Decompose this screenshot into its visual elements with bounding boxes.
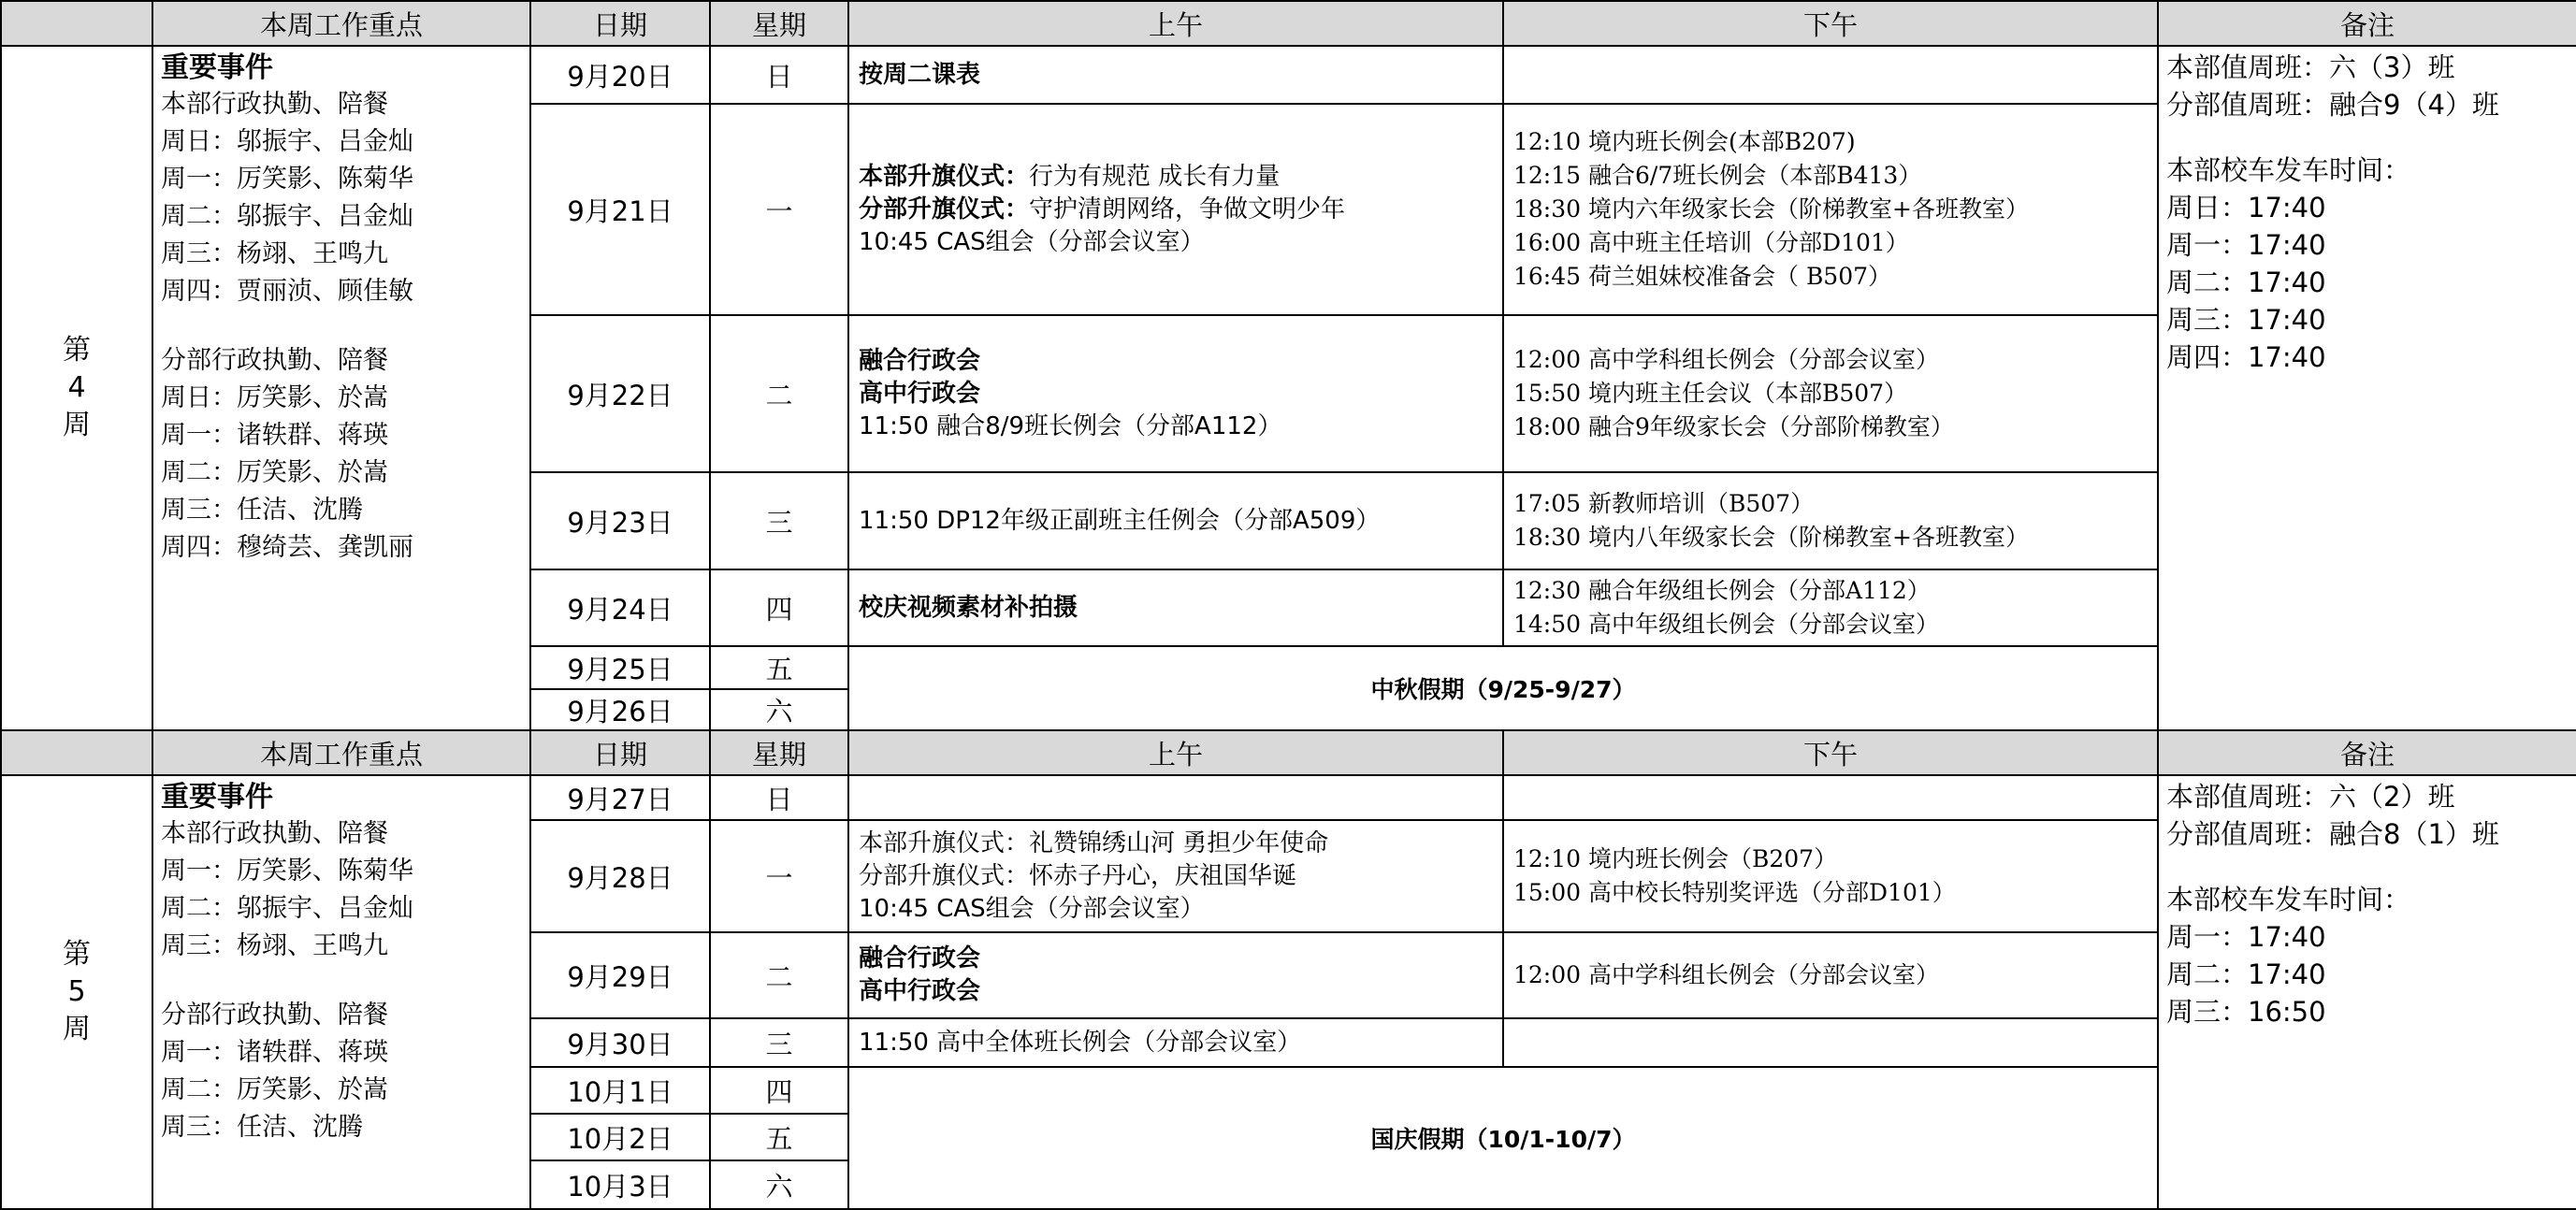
focus-line: 周日：邬振宇、吕金灿 — [161, 127, 413, 156]
holiday-cell: 国庆假期（10/1-10/7） — [848, 1067, 2158, 1209]
am-text: 分部升旗仪式：怀赤子丹心，庆祖国华诞 — [859, 861, 1297, 890]
am-bold-text: 高中行政会 — [859, 977, 981, 1005]
bus-time-line: 周三：17:40 — [2166, 304, 2326, 336]
week-label-part: 第 — [63, 334, 91, 367]
am-line — [859, 1027, 1493, 1059]
header-blank-cell — [1, 1, 152, 46]
week-focus-cell — [152, 775, 530, 1209]
focus-line: 周一：诸轶群、蒋瑛 — [161, 1038, 388, 1067]
pm-line: 17:05 新教师培训（B507） — [1513, 490, 1815, 517]
pm-line: 14:50 高中年级组长例会（分部会议室） — [1513, 611, 1939, 638]
am-cell — [848, 820, 1503, 932]
am-line — [859, 345, 1493, 378]
pm-line: 15:50 境内班主任会议（本部B507） — [1513, 380, 1908, 407]
am-cell — [848, 569, 1503, 646]
pm-cell — [1503, 1018, 2158, 1067]
bus-time-line: 周一：17:40 — [2166, 229, 2326, 261]
am-text: 守护清朗网络，争做文明少年 — [1029, 194, 1346, 223]
am-bold-text: 按周二课表 — [859, 60, 981, 89]
am-line — [859, 194, 1493, 226]
am-line — [859, 828, 1493, 860]
week-label-part: 4 — [67, 371, 86, 404]
weekday-cell: 日 — [710, 775, 848, 820]
am-bold-text: 本部升旗仪式： — [859, 162, 1030, 191]
schedule-row — [1, 46, 2576, 104]
am-text: 行为有规范 成长有力量 — [1029, 162, 1281, 191]
weekday-cell: 四 — [710, 569, 848, 646]
date-cell: 9月27日 — [530, 775, 710, 820]
pm-line: 12:30 融合年级组长例会（分部A112） — [1513, 577, 1931, 604]
weekday-cell: 四 — [710, 1067, 848, 1114]
header-notes: 备注 — [2158, 1, 2576, 46]
notes-cell — [2158, 775, 2576, 1209]
am-line — [859, 161, 1493, 194]
header-focus: 本周工作重点 — [152, 730, 530, 775]
focus-spacer — [161, 965, 522, 997]
focus-line: 分部行政执勤、陪餐 — [161, 346, 388, 375]
focus-line: 周二：邬振宇、吕金灿 — [161, 202, 413, 231]
weekday-cell: 一 — [710, 820, 848, 932]
weekday-cell: 一 — [710, 104, 848, 315]
am-bold-text: 校庆视频素材补拍摄 — [859, 593, 1078, 622]
bus-title: 本部校车发车时间： — [2166, 884, 2411, 915]
date-cell: 9月21日 — [530, 104, 710, 315]
am-text: 10:45 CAS组会（分部会议室） — [859, 894, 1205, 923]
pm-cell — [1503, 104, 2158, 315]
date-cell: 9月29日 — [530, 932, 710, 1018]
focus-line: 周三：杨翊、王鸣九 — [161, 239, 388, 268]
am-line — [859, 411, 1493, 443]
duty-class-line: 本部值周班：六（2）班 — [2166, 781, 2455, 813]
date-cell: 9月26日 — [530, 689, 710, 730]
am-text: 10:45 CAS组会（分部会议室） — [859, 227, 1205, 256]
notes-spacer — [2166, 123, 2569, 151]
weekday-cell: 日 — [710, 46, 848, 104]
bus-time-line: 周四：17:40 — [2166, 341, 2326, 373]
date-cell: 10月1日 — [530, 1067, 710, 1114]
focus-line: 周二：邬振宇、吕金灿 — [161, 894, 413, 923]
pm-line: 12:00 高中学科组长例会（分部会议室） — [1513, 346, 1939, 373]
header-pm: 下午 — [1503, 730, 2158, 775]
pm-line: 12:10 境内班长例会（B207） — [1513, 845, 1838, 872]
am-text: 11:50 融合8/9班长例会（分部A112） — [859, 411, 1282, 440]
focus-line: 周三：任洁、沈腾 — [161, 1113, 363, 1142]
pm-line: 18:30 境内六年级家长会（阶梯教室+各班教室） — [1513, 195, 2029, 223]
bus-time-line: 周三：16:50 — [2166, 996, 2326, 1028]
weekday-cell: 二 — [710, 932, 848, 1018]
week-label-part: 5 — [67, 975, 86, 1008]
weekday-cell: 六 — [710, 1160, 848, 1209]
duty-class-line: 分部值周班：融合8（1）班 — [2166, 818, 2499, 850]
bus-time-line: 周日：17:40 — [2166, 192, 2326, 223]
am-line — [859, 975, 1493, 1008]
notes-spacer — [2166, 853, 2569, 881]
am-bold-text: 分部升旗仪式： — [859, 194, 1030, 223]
week-label-part: 周 — [63, 1013, 91, 1045]
header-weekday: 星期 — [710, 730, 848, 775]
am-bold-text: 融合行政会 — [859, 346, 981, 375]
weekday-cell: 五 — [710, 646, 848, 689]
date-cell: 9月30日 — [530, 1018, 710, 1067]
am-line — [859, 860, 1493, 893]
pm-line: 18:30 境内八年级家长会（阶梯教室+各班教室） — [1513, 524, 2029, 551]
am-line — [859, 592, 1493, 625]
pm-cell — [1503, 820, 2158, 932]
am-text: 11:50 DP12年级正副班主任例会（分部A509） — [859, 506, 1381, 535]
pm-cell — [1503, 569, 2158, 646]
week-label — [1, 775, 152, 1209]
focus-line: 周三：杨翊、王鸣九 — [161, 931, 388, 960]
focus-title: 重要事件 — [161, 781, 273, 814]
header-weekday: 星期 — [710, 1, 848, 46]
am-line — [859, 505, 1493, 538]
pm-cell — [1503, 46, 2158, 104]
am-cell — [848, 104, 1503, 315]
header-am: 上午 — [848, 1, 1503, 46]
pm-line: 12:10 境内班长例会(本部B207) — [1513, 128, 1856, 155]
week-focus-cell — [152, 46, 530, 730]
focus-line: 本部行政执勤、陪餐 — [161, 819, 388, 848]
header-pm: 下午 — [1503, 1, 2158, 46]
am-line — [859, 943, 1493, 975]
pm-cell — [1503, 315, 2158, 472]
date-cell: 10月2日 — [530, 1114, 710, 1160]
am-line — [859, 59, 1493, 92]
schedule-row — [1, 775, 2576, 820]
bus-time-line: 周二：17:40 — [2166, 958, 2326, 990]
am-cell — [848, 932, 1503, 1018]
header-focus: 本周工作重点 — [152, 1, 530, 46]
header-date: 日期 — [530, 1, 710, 46]
header-blank-cell — [1, 730, 152, 775]
date-cell: 9月20日 — [530, 46, 710, 104]
date-cell: 9月24日 — [530, 569, 710, 646]
am-cell — [848, 775, 1503, 820]
date-cell: 10月3日 — [530, 1160, 710, 1209]
duty-class-line: 本部值周班：六（3）班 — [2166, 51, 2455, 83]
focus-spacer — [161, 310, 522, 342]
holiday-cell: 中秋假期（9/25-9/27） — [848, 646, 2158, 730]
notes-cell — [2158, 46, 2576, 730]
date-cell: 9月28日 — [530, 820, 710, 932]
week-label — [1, 46, 152, 730]
am-cell — [848, 1018, 1503, 1067]
am-bold-text: 高中行政会 — [859, 379, 981, 408]
am-line — [859, 378, 1493, 411]
pm-line: 12:15 融合6/7班长例会（本部B413） — [1513, 162, 1922, 189]
weekday-cell: 六 — [710, 689, 848, 730]
focus-line: 本部行政执勤、陪餐 — [161, 90, 388, 119]
bus-time-line: 周二：17:40 — [2166, 266, 2326, 298]
focus-line: 周二：厉笑影、於嵩 — [161, 1075, 388, 1104]
focus-line: 周二：厉笑影、於嵩 — [161, 458, 388, 487]
pm-line: 15:00 高中校长特别奖评选（分部D101） — [1513, 879, 1956, 906]
duty-class-line: 分部值周班：融合9（4）班 — [2166, 89, 2499, 121]
focus-line: 周日：厉笑影、於嵩 — [161, 383, 388, 412]
weekday-cell: 二 — [710, 315, 848, 472]
week-label-part: 周 — [63, 409, 91, 441]
focus-line: 周四：贾丽浈、顾佳敏 — [161, 277, 413, 306]
focus-line: 周一：厉笑影、陈菊华 — [161, 165, 413, 194]
am-bold-text: 融合行政会 — [859, 944, 981, 972]
am-cell — [848, 315, 1503, 472]
pm-cell — [1503, 932, 2158, 1018]
weekday-cell: 三 — [710, 472, 848, 569]
am-cell — [848, 472, 1503, 569]
am-text: 本部升旗仪式：礼赞锦绣山河 勇担少年使命 — [859, 828, 1329, 857]
header-notes: 备注 — [2158, 730, 2576, 775]
am-line — [859, 226, 1493, 259]
pm-line: 18:00 融合9年级家长会（分部阶梯教室） — [1513, 413, 1954, 440]
bus-time-line: 周一：17:40 — [2166, 921, 2326, 953]
header-row — [1, 730, 2576, 775]
focus-line: 分部行政执勤、陪餐 — [161, 1001, 388, 1030]
focus-line: 周一：厉笑影、陈菊华 — [161, 857, 413, 886]
am-cell — [848, 46, 1503, 104]
header-date: 日期 — [530, 730, 710, 775]
focus-line: 周四：穆绮芸、龚凯丽 — [161, 533, 413, 562]
focus-line: 周三：任洁、沈腾 — [161, 496, 363, 525]
pm-line: 16:45 荷兰姐妹校准备会（ B507） — [1513, 263, 1892, 290]
week-label-part: 第 — [63, 938, 91, 971]
focus-title: 重要事件 — [161, 51, 273, 84]
date-cell: 9月23日 — [530, 472, 710, 569]
pm-line: 16:00 高中班主任培训（分部D101） — [1513, 229, 1909, 256]
pm-cell — [1503, 472, 2158, 569]
am-text: 11:50 高中全体班长例会（分部会议室） — [859, 1028, 1302, 1057]
header-am: 上午 — [848, 730, 1503, 775]
pm-cell — [1503, 775, 2158, 820]
header-row — [1, 1, 2576, 46]
focus-line: 周一：诸轶群、蒋瑛 — [161, 421, 388, 450]
pm-line: 12:00 高中学科组长例会（分部会议室） — [1513, 961, 1939, 988]
date-cell: 9月25日 — [530, 646, 710, 689]
weekday-cell: 三 — [710, 1018, 848, 1067]
weekday-cell: 五 — [710, 1114, 848, 1160]
am-line — [859, 893, 1493, 926]
bus-title: 本部校车发车时间： — [2166, 154, 2411, 186]
date-cell: 9月22日 — [530, 315, 710, 472]
